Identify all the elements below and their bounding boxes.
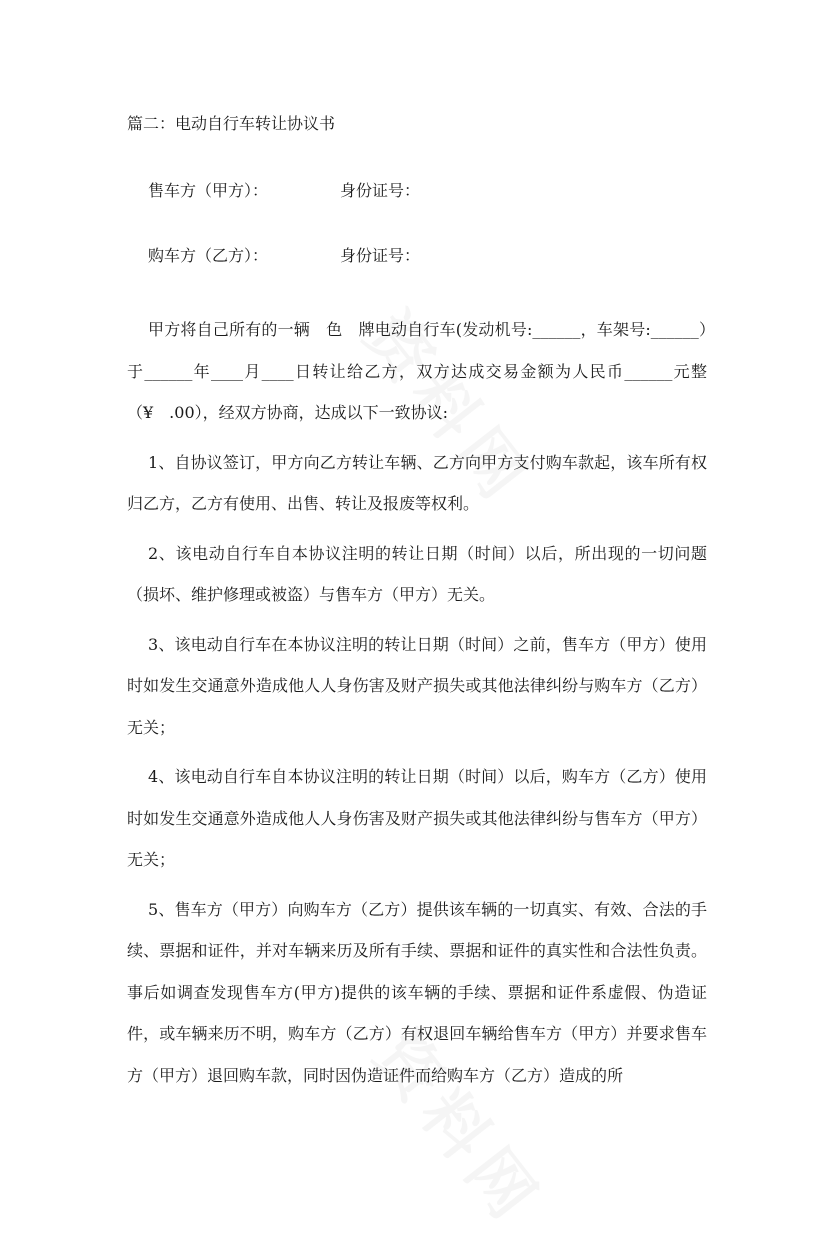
document-title: 篇二：电动自行车转让协议书: [127, 114, 336, 133]
agreement-body: [127, 309, 707, 1104]
clause-2: 2、该电动自行车自本协议注明的转让日期（时间）以后，所出现的一切问题（损坏、维护修理或被盗）与售车方（甲方）无关。: [127, 543, 707, 604]
seller-line: [148, 180, 420, 202]
seller-id-label: 身份证号：: [340, 181, 421, 200]
buyer-label: 购车方（乙方）：: [148, 246, 269, 265]
clause-1: 1、自协议签订，甲方向乙方转让车辆、乙方向甲方支付购车款起，该车所有权归乙方，乙方有使用、出售、转让及报废等权利。: [127, 452, 707, 513]
clause-4: 4、该电动自行车自本协议注明的转让日期（时间）以后，购车方（乙方）使用时如发生交通意外造成他人人身伤害及财产损失或其他法律纠纷与售车方（甲方）无关；: [127, 767, 707, 869]
intro-paragraph: 甲方将自己所有的一辆 色 牌电动自行车(发动机号:______，车架号:______）于______年____月____日转让给乙方，双方达成交易金额为人民币______元整（¥ .00），经双方协商，达成以下一致协议:: [127, 320, 707, 422]
seller-label: 售车方（甲方）：: [148, 181, 269, 200]
clause-5: 5、售车方（甲方）向购车方（乙方）提供该车辆的一切真实、有效、合法的手续、票据和证件，并对车辆来历及所有手续、票据和证件的真实性和合法性负责。事后如调查发现售车方(甲方)提供的该车辆的手续、票据和证件系虚假、伪造证件，或车辆来历不明，购车方（乙方）有权退回车辆给售车方（甲方）并要求售车方（甲方）退回购车款，同时因伪造证件而给购车方（乙方）造成的所: [127, 899, 707, 1085]
clause-3: 3、该电动自行车在本协议注明的转让日期（时间）之前，售车方（甲方）使用时如发生交通意外造成他人人身伤害及财产损失或其他法律纠纷与购车方（乙方）无关；: [127, 634, 707, 737]
buyer-id-label: 身份证号：: [340, 246, 421, 265]
buyer-line: [148, 245, 420, 267]
